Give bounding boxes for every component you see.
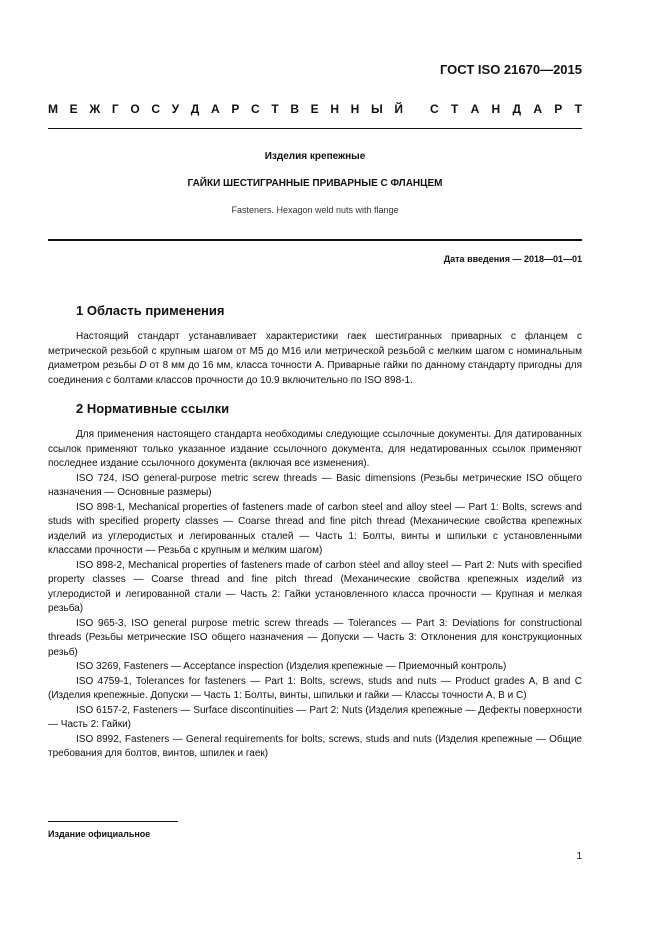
section-1-heading: 1 Область применения bbox=[76, 303, 225, 318]
letter: А bbox=[470, 102, 480, 116]
letter: У bbox=[171, 102, 180, 116]
letter: Е bbox=[69, 102, 78, 116]
paragraph-text: Настоящий стандарт устанавливает характеристики гаек шестигранных приварных с фланцем с метрической резьбой с крупным шагом от М5 до М16 или метрической резьбой с мелким шагом с номинальным диаметром резьбы bbox=[48, 331, 582, 371]
letter: Р bbox=[554, 102, 563, 116]
letter: Н bbox=[330, 102, 339, 116]
footer-divider bbox=[48, 821, 178, 822]
standard-word bbox=[430, 102, 582, 116]
letter: Г bbox=[111, 102, 119, 116]
reference-item: ISO 8992, Fasteners — General requirements for bolts, screws, studs and nuts (Изделия крепежные — Общие требования для болтов, винтов, шпилек и гаек) bbox=[48, 733, 582, 759]
paragraph-text: от 8 мм до 16 мм, класса точности А. Приварные гайки по данному стандарту пригодны для соединения с болтами классов прочности до 10.9 включительно по ISO 898-1. bbox=[48, 360, 582, 386]
reference-item: ISO 4759-1, Tolerances for fasteners — Part 1: Bolts, screws, studs and nuts — Product grades A, B and C (Изделия крепежные. Допуски — Часть 1: Болты, винты, шпильки и гайки — Классы точности А, В и С) bbox=[48, 675, 582, 701]
letter: Е bbox=[310, 102, 319, 116]
letter: Т bbox=[450, 102, 459, 116]
letter: Т bbox=[271, 102, 279, 116]
reference-item: ISO 6157-2, Fasteners — Surface discontinuities — Part 2: Nuts (Изделия крепежные — Дефекты поверхности — Часть 2: Гайки) bbox=[48, 704, 582, 730]
document-title: ГАЙКИ ШЕСТИГРАННЫЕ ПРИВАРНЫЕ С ФЛАНЦЕМ bbox=[187, 178, 443, 189]
reference-item: ISO 724, ISO general-purpose metric screw threads — Basic dimensions (Резьбы метрические ISO общего назначения — Основные размеры) bbox=[48, 472, 582, 498]
letter: А bbox=[533, 102, 542, 116]
letter: Ы bbox=[370, 102, 383, 116]
reference-item: ISO 3269, Fasteners — Acceptance inspection (Изделия крепежные — Приемочный контроль) bbox=[76, 661, 507, 672]
title-divider bbox=[48, 239, 582, 241]
reference-item: ISO 898-2, Mechanical properties of fasteners made of carbon steel and alloy steel — Part 2: Nuts with specified property classes — Coarse thread and fine pitch thread (Механические свойства крепежных изделий из углеродистой и легированной стали — Часть 2: Гайки установленного класса прочности — Крупная и мелкая резьба) bbox=[48, 559, 582, 614]
header-divider bbox=[48, 128, 582, 129]
reference-item: ISO 898-1, Mechanical properties of fasteners made of carbon steel and alloy steel — Part 1: Bolts, screws and studs with specified property classes — Coarse thread and fine pitch thread (Механические свойства крепежных изделий из углеродистых и легированных сталей — Часть 1: Болты, винты и шпильки с установленными классами прочности — Резьба с крупным и мелким шагом) bbox=[48, 501, 582, 556]
letter: Д bbox=[190, 102, 200, 116]
letter: Д bbox=[512, 102, 522, 116]
official-edition-label: Издание официальное bbox=[48, 829, 151, 839]
document-subtitle: Изделия крепежные bbox=[264, 151, 366, 162]
letter: Т bbox=[574, 102, 582, 116]
letter: Й bbox=[394, 102, 403, 116]
letter: С bbox=[151, 102, 160, 116]
section-2-heading: 2 Нормативные ссылки bbox=[76, 401, 230, 416]
letter: Ж bbox=[89, 102, 101, 116]
letter: М bbox=[48, 102, 58, 116]
letter: А bbox=[210, 102, 220, 116]
letter: С bbox=[250, 102, 260, 116]
letter: В bbox=[290, 102, 299, 116]
normative-references bbox=[48, 428, 582, 762]
introduction-date: Дата введения — 2018—01—01 bbox=[443, 254, 582, 264]
document-code: ГОСТ ISO 21670—2015 bbox=[439, 62, 582, 77]
section-1-paragraph bbox=[48, 330, 582, 388]
interstate-word bbox=[48, 102, 403, 116]
letter: Н bbox=[491, 102, 501, 116]
reference-item: ISO 965-3, ISO general purpose metric screw threads — Tolerances — Part 3: Deviations for constructional threads (Резьбы метрические ISO общего назначения — Допуски — Часть 3: Отклонения для конструкционных резьб) bbox=[48, 617, 582, 658]
letter: Н bbox=[350, 102, 360, 116]
references-intro: Для применения настоящего стандарта необходимы следующие ссылочные документы. Для датированных ссылок применяют только указанное издание ссылочного документа, для недатированных ссылок применяют последнее издание ссылочного документа (включая все изменения). bbox=[48, 429, 582, 469]
document-title-english: Fasteners. Hexagon weld nuts with flange bbox=[231, 205, 399, 215]
diameter-symbol: D bbox=[139, 360, 147, 371]
letter: О bbox=[130, 102, 140, 116]
interstate-standard-heading bbox=[48, 102, 582, 116]
letter: Р bbox=[231, 102, 240, 116]
letter: С bbox=[430, 102, 439, 116]
page-number: 1 bbox=[576, 851, 582, 862]
